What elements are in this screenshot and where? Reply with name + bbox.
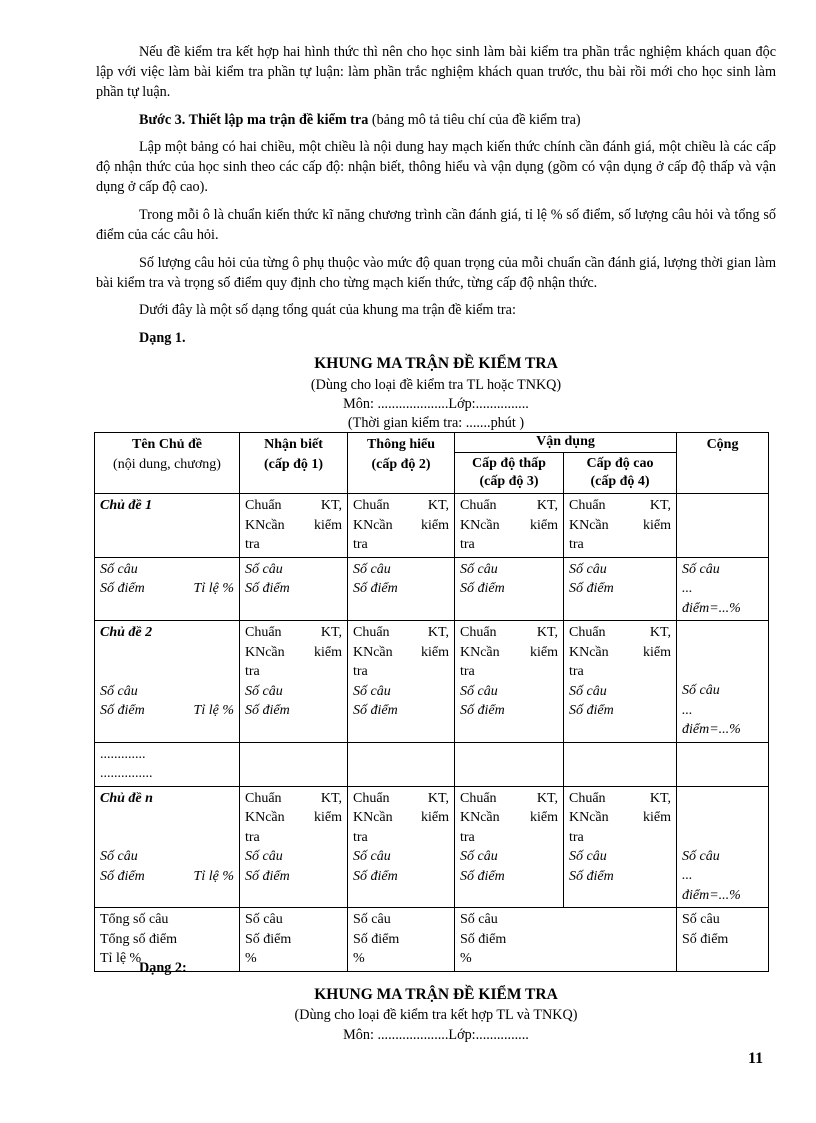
matrix-table: [94, 432, 769, 972]
ellipsis-cell: ............. ...............: [95, 742, 240, 786]
header-nb-label: Nhận biết: [264, 437, 323, 452]
matrix-title-2: KHUNG MA TRẬN ĐỀ KIỂM TRA: [314, 986, 558, 1003]
header-nhan-biet: [240, 433, 348, 494]
page-number: 11: [748, 1050, 764, 1067]
topic-2-prefix: Chủ đề: [100, 625, 146, 640]
std-cell: Chuẩn KT, KNcần kiểm tra: [240, 494, 348, 558]
step3-note: (bảng mô tả tiêu chí của đề kiểm tra): [368, 112, 581, 128]
header-vd-low: [455, 453, 564, 494]
header-topic-label: Tên Chủ đề: [131, 437, 203, 452]
footer-labels: Tổng số câu Tổng số điểm Tỉ lệ %: [95, 908, 240, 972]
std-cell: Chuẩn KT, KNcần kiểm tra Số câu Số điểm: [455, 786, 564, 908]
step3-heading: [96, 110, 776, 130]
dang1-label: Dạng 1.: [139, 330, 186, 346]
header-cong: Cộng: [677, 433, 769, 494]
matrix-subtitle-2: (Dùng cho loại đề kiểm tra kết hợp TL và TNKQ): [294, 1007, 578, 1023]
paragraph-intro: Nếu đề kiểm tra kết hợp hai hình thức thì nên cho học sinh làm bài kiểm tra phần trắc nghiệm khách quan độc lập với việc làm bài kiểm tra phần tự luận: làm phần trắc nghiệm khách quan trước, thu bài rồi mới cho học sinh làm phần tự luận.: [96, 44, 776, 100]
header-van-dung: Vận dụng: [455, 433, 677, 453]
empty-cell: [455, 742, 564, 786]
std-cell: Chuẩn KT, KNcần kiểm tra Số câu Số điểm: [240, 621, 348, 743]
stats-cell: Số câu Số điểm: [455, 557, 564, 621]
std-cell: Chuẩn KT, KNcần kiểm tra Số câu Số điểm: [348, 786, 455, 908]
topic-1: [95, 494, 240, 558]
footer-total-cell: Số câu Số điểm: [677, 908, 769, 972]
dang2-label: Dạng 2:: [139, 960, 187, 976]
std-cell: Chuẩn KT, KNcần kiểm tra Số câu Số điểm: [564, 621, 677, 743]
header-topic-sub: (nội dung, chương): [113, 456, 221, 472]
footer-cell: Số câu Số điểm %: [455, 908, 677, 972]
footer-cell: Số câu Số điểm %: [240, 908, 348, 972]
matrix-time-1: (Thời gian kiểm tra: .......phút ): [347, 415, 525, 431]
matrix-title-1: KHUNG MA TRẬN ĐỀ KIỂM TRA: [314, 355, 558, 372]
std-cell: Chuẩn KT, KNcần kiểm tra: [455, 494, 564, 558]
table-row: [95, 786, 769, 908]
footer-cell: Số câu Số điểm %: [348, 908, 455, 972]
table-row: [95, 557, 769, 621]
header-th-level: (cấp độ 2): [371, 456, 431, 472]
empty-cell: [348, 742, 455, 786]
paragraph-cell-desc: Trong mỗi ô là chuẩn kiến thức kĩ năng chương trình cần đánh giá, tỉ lệ % số điểm, số lượng câu hỏi và tổng số điểm của các câu hỏi.: [96, 207, 776, 243]
paragraph-forms-intro: Dưới đây là một số dạng tổng quát của khung ma trận đề kiểm tra:: [139, 302, 516, 318]
total-stats-cell: Số câu ... điểm=...%: [677, 786, 769, 908]
table-row: [95, 494, 769, 558]
table-row: [95, 621, 769, 743]
paragraph-matrix-desc: Lập một bảng có hai chiều, một chiều là nội dung hay mạch kiến thức chính cần đánh giá, một chiều là các cấp độ nhận thức của học sinh theo các cấp độ: nhận biết, thông hiểu và vận dụng (gồm có vận dụng ở cấp độ thấp và vận dụng ở cấp độ cao).: [96, 139, 776, 195]
header-nb-level: (cấp độ 1): [263, 456, 324, 472]
header-th-label: Thông hiểu: [366, 437, 436, 452]
stats-cell: Số câu Số điểm: [564, 557, 677, 621]
total-stats-cell: Số câu ... điểm=...%: [677, 621, 769, 743]
matrix-subtitle-1: (Dùng cho loại đề kiểm tra TL hoặc TNKQ): [310, 377, 562, 393]
empty-cell: [564, 742, 677, 786]
empty-cell: [240, 742, 348, 786]
std-cell: Chuẩn KT, KNcần kiểm tra Số câu Số điểm: [240, 786, 348, 908]
std-cell: Chuẩn KT, KNcần kiểm tra Số câu Số điểm: [564, 786, 677, 908]
paragraph-question-count: Số lượng câu hỏi của từng ô phụ thuộc vào mức độ quan trọng của mỗi chuẩn cần đánh giá, lượng thời gian làm bài kiểm tra và trọng số điểm quy định cho từng mạch kiến thức, từng cấp độ nhận thức.: [96, 255, 776, 291]
header-vd-high: [564, 453, 677, 494]
total-stats-cell: Số câu ... điểm=...%: [677, 557, 769, 621]
stats-cell: Số câu Số điểm: [240, 557, 348, 621]
stats-cell: Số câu Số điểm: [348, 557, 455, 621]
topic-n: Chủ đề n Số câu Số điểm Tỉ lệ %: [95, 786, 240, 908]
topic-1-stats: Số câu Số điểm Tỉ lệ %: [95, 557, 240, 621]
topic-n-prefix: Chủ đề: [100, 790, 146, 806]
header-thong-hieu: [348, 433, 455, 494]
header-vd-high-level: (cấp độ 4): [590, 474, 650, 489]
topic-1-prefix: Chủ đề: [100, 498, 146, 513]
std-cell: Chuẩn KT, KNcần kiểm tra: [564, 494, 677, 558]
std-cell: Chuẩn KT, KNcần kiểm tra Số câu Số điểm: [348, 621, 455, 743]
topic-2: Chủ đề 2 Số câu Số điểm Tỉ lệ %: [95, 621, 240, 743]
std-cell: Chuẩn KT, KNcần kiểm tra: [348, 494, 455, 558]
topic-n-number: n: [145, 790, 153, 806]
topic-1-number: 1: [145, 498, 153, 513]
matrix-subject-2: Môn: ....................Lớp:...............: [343, 1027, 529, 1043]
std-cell: Chuẩn KT, KNcần kiểm tra Số câu Số điểm: [455, 621, 564, 743]
header-vd-low-label: Cấp độ thấp: [472, 456, 546, 471]
matrix-subject-1: Môn: ....................Lớp:...............: [343, 396, 529, 412]
total-cell: [677, 494, 769, 558]
topic-2-number: 2: [145, 625, 153, 640]
table-row: [95, 742, 769, 786]
header-vd-high-label: Cấp độ cao: [586, 456, 654, 471]
empty-cell: [677, 742, 769, 786]
header-vd-low-level: (cấp độ 3): [479, 474, 539, 489]
header-topic: [95, 433, 240, 494]
step3-label: Bước 3. Thiết lập ma trận đề kiểm tra: [139, 112, 369, 128]
